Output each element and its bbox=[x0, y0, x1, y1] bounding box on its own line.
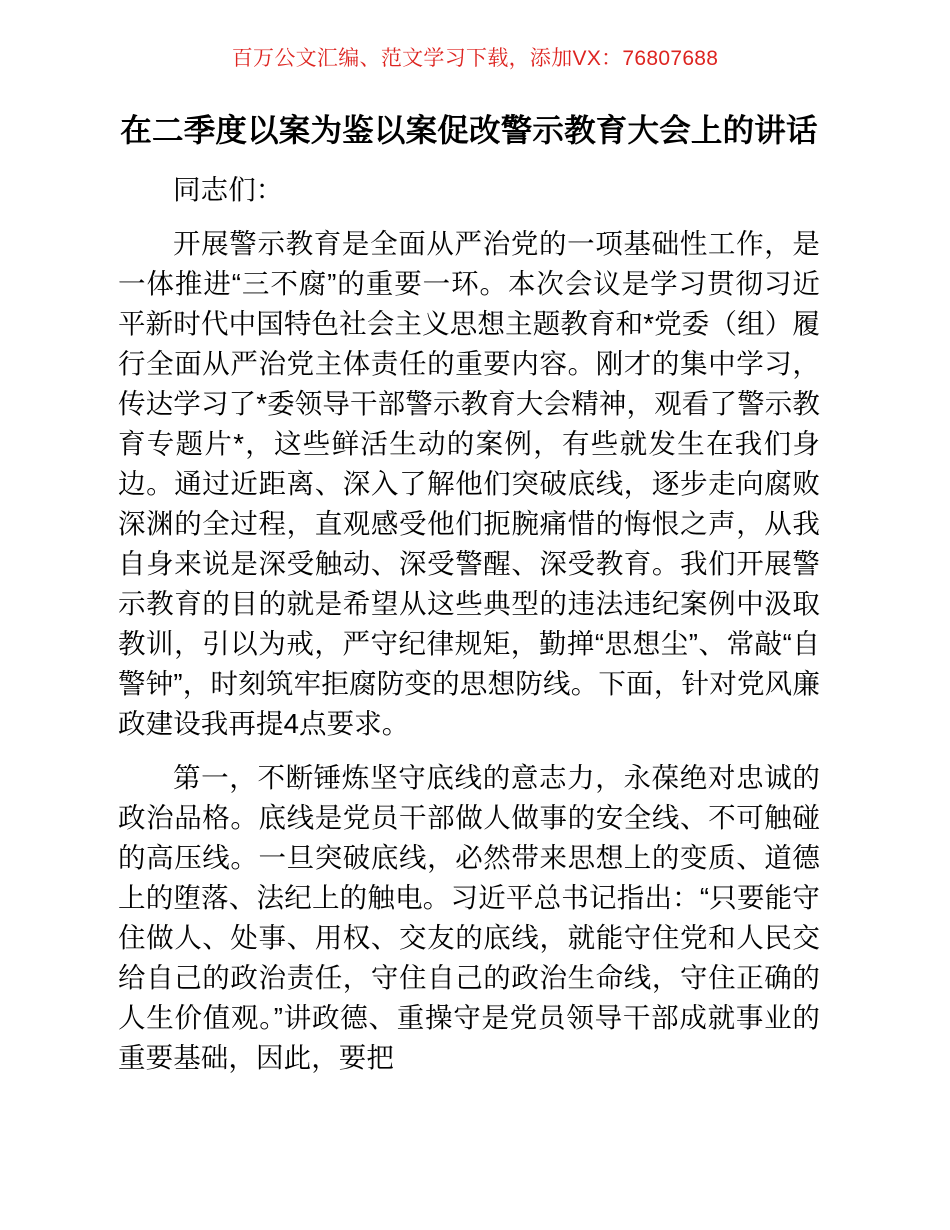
paragraph-1: 开展警示教育是全面从严治党的一项基础性工作，是一体推进“三不腐”的重要一环。本次会议是学习贯彻习近平新时代中国特色社会主义思想主题教育和*党委（组）履行全面从严治党主体责任的重要内容。刚才的集中学习，传达学习了*委领导干部警示教育大会精神，观看了警示教育专题片*，这些鲜活生动的案例，有些就发生在我们身边。通过近距离、深入了解他们突破底线，逐步走向腐败深渊的全过程，直观感受他们扼腕痛惜的悔恨之声，从我自身来说是深受触动、深受警醒、深受教育。我们开展警示教育的目的就是希望从这些典型的违法违纪案例中汲取教训，引以为戒，严守纪律规矩，勤掸“思想尘”、常敲“自警钟”，时刻筑牢拒腐防变的思想防线。下面，针对党风廉政建设我再提4点要求。 bbox=[118, 228, 820, 739]
salutation-spacer bbox=[118, 210, 820, 224]
title-spacer bbox=[118, 158, 820, 170]
paragraph-spacer bbox=[118, 744, 820, 758]
promo-banner-text: 百万公文汇编、范文学习下载，添加VX：76807688 bbox=[231, 47, 719, 70]
document-body bbox=[118, 108, 820, 1078]
document-title: 在二季度以案为鉴以案促改警示教育大会上的讲话 bbox=[120, 112, 818, 148]
paragraph-2: 第一，不断锤炼坚守底线的意志力，永葆绝对忠诚的政治品格。底线是党员干部做人做事的安全线、不可触碰的高压线。一旦突破底线，必然带来思想上的变质、道德上的堕落、法纪上的触电。习近平总书记指出：“只要能守住做人、处事、用权、交友的底线，就能守住党和人民交给自己的政治责任，守住自己的政治生命线，守住正确的人生价值观。”讲政德、重操守是党员领导干部成就事业的重要基础，因此，要把 bbox=[118, 762, 820, 1073]
salutation-line: 同志们： bbox=[173, 174, 284, 205]
